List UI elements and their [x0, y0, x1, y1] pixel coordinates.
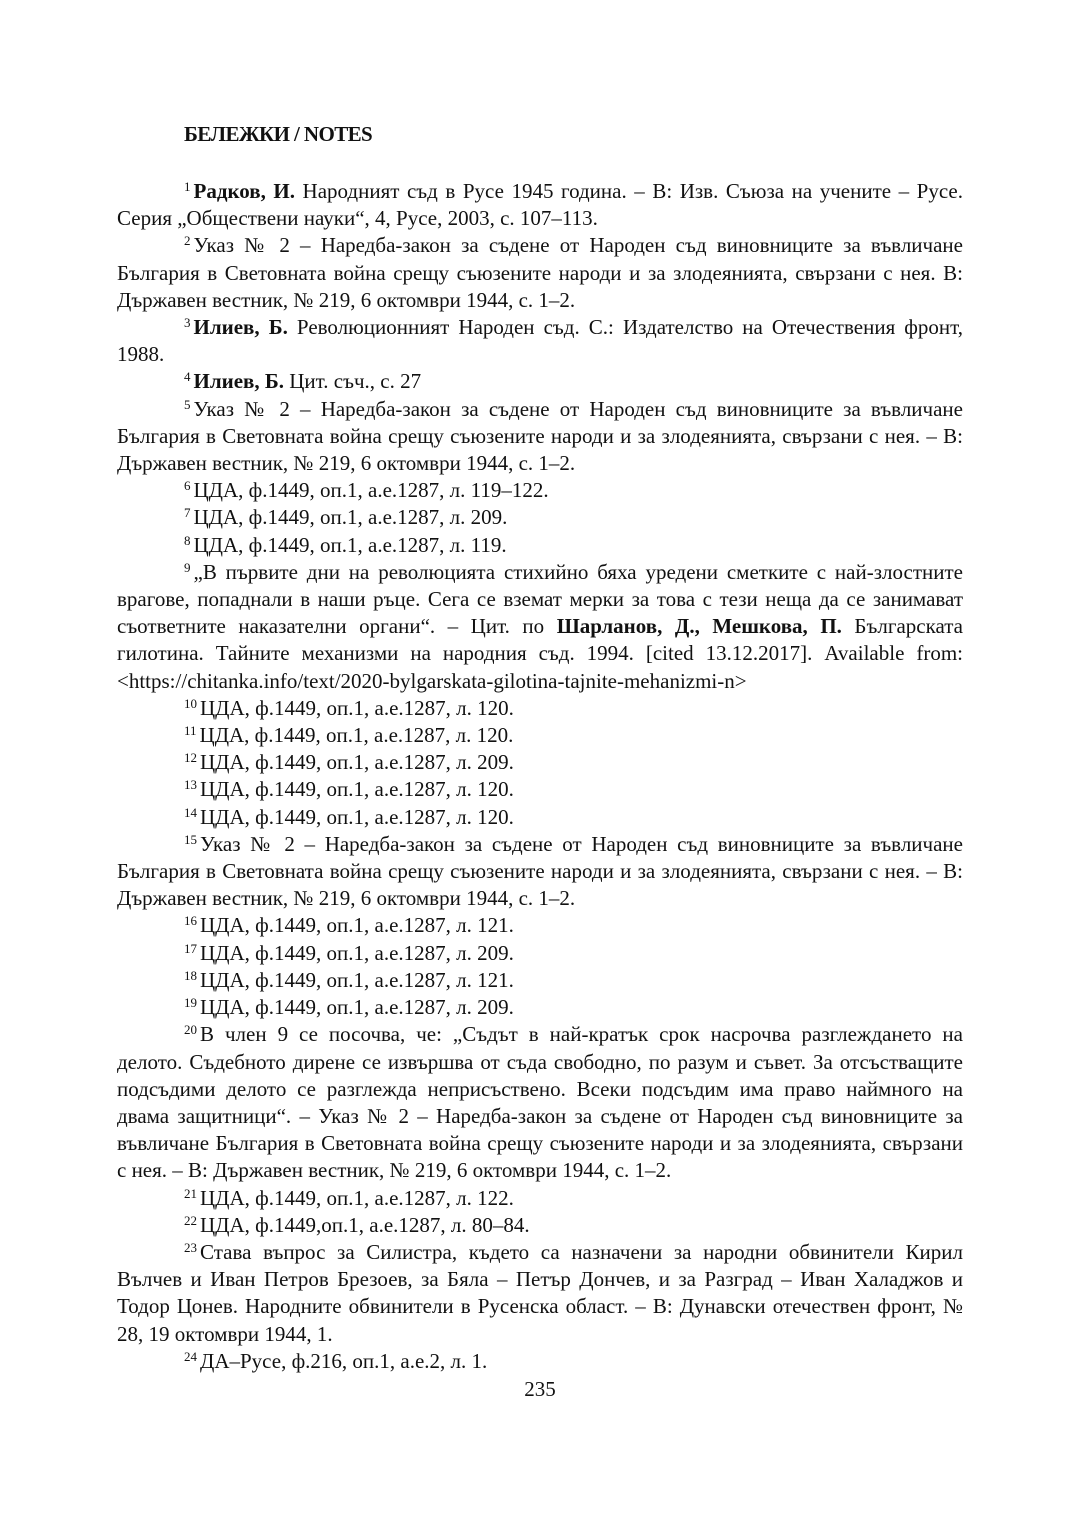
- note-number: 23: [184, 1239, 197, 1255]
- note-text: ЦДА, ф.1449, оп.1, а.е.1287, л. 122.: [200, 1185, 514, 1210]
- note-22: [117, 1212, 963, 1239]
- note-text: Указ № 2 – Наредба-закон за съдене от Народен съд виновниците за въвличане България в Световната война срещу съюзените народи и за злодеянията, свързани с нея. – В: Държавен вестник, № 219, 6 октомври 1944, с. 1–2.: [117, 396, 963, 476]
- note-text: ЦДА, ф.1449, оп.1, а.е.1287, л. 120.: [200, 695, 514, 720]
- note-1: [117, 178, 963, 232]
- note-text: ЦДА, ф.1449, оп.1, а.е.1287, л. 121.: [200, 967, 514, 992]
- note-11: [117, 722, 963, 749]
- note-text: ЦДА, ф.1449, оп.1, а.е.1287, л. 209.: [200, 995, 514, 1020]
- note-author: Шарланов, Д., Мешкова, П.: [556, 614, 842, 639]
- note-7: [117, 504, 963, 531]
- note-author: Илиев, Б.: [193, 369, 285, 394]
- notes-heading: БЕЛЕЖКИ / NOTES: [184, 122, 373, 146]
- note-text: ДА–Русе, ф.216, оп.1, а.е.2, л. 1.: [200, 1348, 488, 1373]
- note-17: [117, 940, 963, 967]
- note-text-tail: Българската гилотина. Тайните механизми на народния съд. 1994. [cited 13.12.2017]. Available from: <https://chitanka.info/text/2020-bylgarskata-gilotina-tajnite-mehanizmi-n>: [117, 614, 964, 693]
- note-number: 21: [184, 1185, 197, 1201]
- note-9: [117, 559, 963, 695]
- note-23: [117, 1239, 963, 1348]
- note-number: 1: [184, 179, 191, 194]
- note-text: ЦДА, ф.1449, оп.1, а.е.1287, л. 209.: [200, 750, 514, 775]
- note-text: Цит. съч., с. 27: [284, 369, 422, 394]
- note-number: 12: [184, 750, 197, 766]
- note-13: [117, 776, 963, 803]
- note-text: ЦДА, ф.1449, оп.1, а.е.1287, л. 209.: [193, 505, 508, 530]
- note-number: 7: [184, 505, 191, 521]
- note-number: 9: [184, 559, 191, 575]
- note-number: 20: [184, 1022, 197, 1038]
- note-21: [117, 1185, 963, 1212]
- note-number: 19: [184, 995, 197, 1011]
- note-number: 2: [184, 233, 191, 249]
- note-3: [117, 314, 963, 368]
- note-text: ЦДА, ф.1449,оп.1, а.е.1287, л. 80–84.: [200, 1212, 530, 1237]
- note-15: [117, 831, 963, 913]
- note-text: ЦДА, ф.1449, оп.1, а.е.1287, л. 121.: [200, 913, 514, 938]
- note-8: [117, 532, 963, 559]
- note-number: 10: [184, 695, 197, 711]
- note-6: [117, 477, 963, 504]
- note-number: 18: [184, 967, 197, 983]
- note-12: [117, 749, 963, 776]
- note-10: [117, 695, 963, 722]
- note-2: [117, 232, 963, 314]
- note-text: Народният съд в Русе 1945 година. – В: Изв. Съюза на учените – Русе. Серия „Обществени науки“, 4, Русе, 2003, с. 107–113.: [117, 179, 963, 231]
- note-4: [117, 368, 963, 395]
- note-text: ЦДА, ф.1449, оп.1, а.е.1287, л. 120.: [199, 723, 514, 748]
- note-number: 8: [184, 532, 191, 548]
- note-5: [117, 396, 963, 478]
- note-number: 22: [184, 1212, 197, 1228]
- note-14: [117, 804, 963, 831]
- note-24: [117, 1348, 963, 1375]
- note-author: Радков, И.: [193, 179, 295, 203]
- note-19: [117, 994, 963, 1021]
- note-number: 3: [184, 315, 191, 331]
- note-text: Революционният Народен съд. С.: Издателство на Отечествения фронт, 1988.: [117, 315, 963, 367]
- notes-list: [117, 178, 963, 1375]
- note-20: [117, 1021, 963, 1184]
- note-text: Указ № 2 – Наредба-закон за съдене от Народен съд виновниците за въвличане България в Световната война срещу съюзените народи и за злодеянията, свързани с нея. – В: Държавен вестник, № 219, 6 октомври 1944, с. 1–2.: [117, 831, 963, 911]
- note-text: В член 9 се посочва, че: „Съдът в най-кратък срок насрочва разглеждането на делото. Съдебното дирене се извършва от съда свободно, по разум и съвет. За отсъстващите подсъдими делото се разглежда неприсъствено. Всеки подсъдим има право наймного на двама защитници“. – Указ № 2 – Наредба-закон за съдене от Народен съд виновниците за въвличане България в Световната война срещу съюзените народи и за злодеянията, свързани с нея. – В: Държавен вестник, № 219, 6 октомври 1944, с. 1–2.: [117, 1022, 963, 1183]
- note-number: 16: [184, 913, 197, 929]
- note-text: ЦДА, ф.1449, оп.1, а.е.1287, л. 120.: [200, 777, 514, 802]
- note-number: 15: [184, 831, 197, 847]
- note-number: 4: [184, 369, 191, 385]
- note-number: 5: [184, 396, 191, 412]
- note-text: „В първите дни на революцията стихийно бяха уредени сметките с най-злостните врагове, попаднали в наши ръце. Сега се вземат мерки за това с тези неща да се занимават съответните наказателни органи“. – Цит. по: [117, 559, 963, 639]
- note-16: [117, 912, 963, 939]
- note-number: 13: [184, 777, 197, 793]
- note-text: ЦДА, ф.1449, оп.1, а.е.1287, л. 119–122.: [193, 478, 549, 503]
- note-number: 14: [184, 804, 197, 820]
- note-text: Става въпрос за Силистра, където са назначени за народни обвинители Кирил Вълчев и Иван Петров Брезоев, за Бяла – Петър Дончев, и за Разград – Иван Халаджов и Тодор Цонев. Народните обвинители в Русенска област. – В: Дунавски отечествен фронт, № 28, 19 октомври 1944, 1.: [117, 1239, 963, 1346]
- note-text: Указ № 2 – Наредба-закон за съдене от Народен съд виновниците за въвличане България в Световната война срещу съюзените народи и за злодеянията, свързани с нея. В: Държавен вестник, № 219, 6 октомври 1944, с. 1–2.: [117, 233, 963, 312]
- note-text: ЦДА, ф.1449, оп.1, а.е.1287, л. 209.: [200, 940, 514, 965]
- note-text: ЦДА, ф.1449, оп.1, а.е.1287, л. 120.: [200, 804, 514, 829]
- note-number: 11: [184, 723, 197, 739]
- note-number: 17: [184, 940, 197, 956]
- note-number: 24: [184, 1348, 197, 1364]
- page-number: 235: [524, 1377, 556, 1401]
- note-18: [117, 967, 963, 994]
- note-text: ЦДА, ф.1449, оп.1, а.е.1287, л. 119.: [193, 532, 507, 557]
- note-author: Илиев, Б.: [193, 315, 288, 340]
- note-number: 6: [184, 478, 191, 494]
